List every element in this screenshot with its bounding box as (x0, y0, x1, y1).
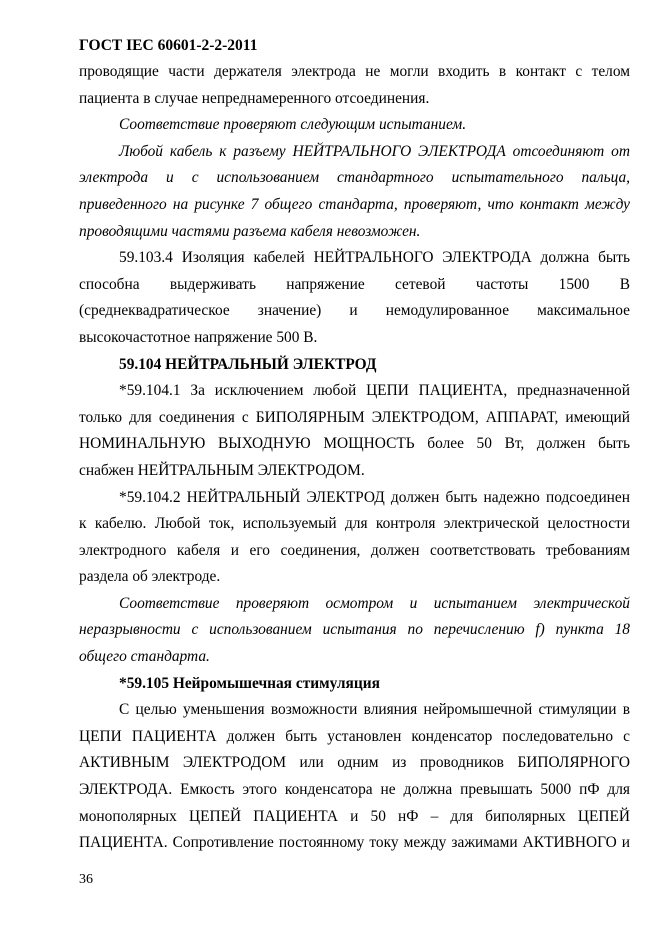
text-line: ЭЛЕКТРОДА. Емкость этого конденсатора не должна превышать 5000 пФ для (79, 781, 630, 799)
text-line: неразрывности с использованием испытания по перечислению f) пункта 18 (79, 621, 630, 639)
text-line: электрода и с использованием стандартного испытательного пальца, (79, 169, 630, 187)
text-line: приведенного на рисунке 7 общего стандарта, проверяют, что контакт между (79, 195, 630, 213)
text-line: Соответствие проверяют следующим испытанием. (119, 116, 467, 134)
text-line: проводящие части держателя электрода не могли входить в контакт с телом (79, 63, 630, 80)
text-line: *59.104.1 За исключением любой ЦЕПИ ПАЦИЕНТА, предназначенной (119, 382, 630, 400)
text-line: пациента в случае непреднамеренного отсоединения. (79, 89, 430, 107)
text-line: 59.104 НЕЙТРАЛЬНЫЙ ЭЛЕКТРОД (119, 355, 377, 373)
text-line: Соответствие проверяют осмотром и испытанием электрической (119, 594, 630, 612)
text-line: ЦЕПИ ПАЦИЕНТА должен быть установлен конденсатор последовательно с (79, 727, 630, 745)
text-line: 59.103.4 Изоляция кабелей НЕЙТРАЛЬНОГО ЭЛЕКТРОДА должна быть (119, 249, 630, 267)
text-line: высокочастотное напряжение 500 В. (79, 328, 318, 346)
text-line: к кабелю. Любой ток, используемый для контроля электрической целостности (79, 515, 630, 533)
text-line: Любой кабель к разъему НЕЙТРАЛЬНОГО ЭЛЕКТРОДА отсоединяют от (119, 142, 630, 160)
text-line: проводящими частями разъема кабеля невозможен. (79, 222, 421, 240)
text-line: НОМИНАЛЬНУЮ ВЫХОДНУЮ МОЩНОСТЬ более 50 Вт, должен быть (79, 435, 630, 453)
text-line: *59.104.2 НЕЙТРАЛЬНЫЙ ЭЛЕКТРОД должен быть надежно подсоединен (119, 488, 630, 506)
page-number: 36 (79, 872, 93, 887)
text-line: *59.105 Нейромышечная стимуляция (119, 674, 380, 692)
text-line: ПАЦИЕНТА. Сопротивление постоянному току между зажимами АКТИВНОГО и (79, 834, 630, 852)
page-header: ГОСТ IEC 60601-2-2-2011 (79, 37, 258, 54)
text-line: (среднеквадратическое значение) и немодулированное максимальное (79, 302, 630, 320)
document-body (79, 59, 630, 857)
text-line: общего стандарта. (79, 648, 210, 666)
text-line: С целью уменьшения возможности влияния нейромышечной стимуляции в (119, 701, 630, 719)
text-line: раздела об электроде. (79, 568, 221, 586)
text-line: АКТИВНЫМ ЭЛЕКТРОДОМ или одним из проводников БИПОЛЯРНОГО (79, 754, 630, 772)
text-line: электродного кабеля и его соединения, должен соответствовать требованиям (79, 541, 630, 559)
text-line: только для соединения с БИПОЛЯРНЫМ ЭЛЕКТРОДОМ, АППАРАТ, имеющий (79, 408, 630, 426)
text-line: способна выдерживать напряжение сетевой частоты 1500 В (79, 275, 630, 293)
text-line: монополярных ЦЕПЕЙ ПАЦИЕНТА и 50 нФ – для биполярных ЦЕПЕЙ (79, 807, 630, 825)
text-line: снабжен НЕЙТРАЛЬНЫМ ЭЛЕКТРОДОМ. (79, 461, 365, 479)
